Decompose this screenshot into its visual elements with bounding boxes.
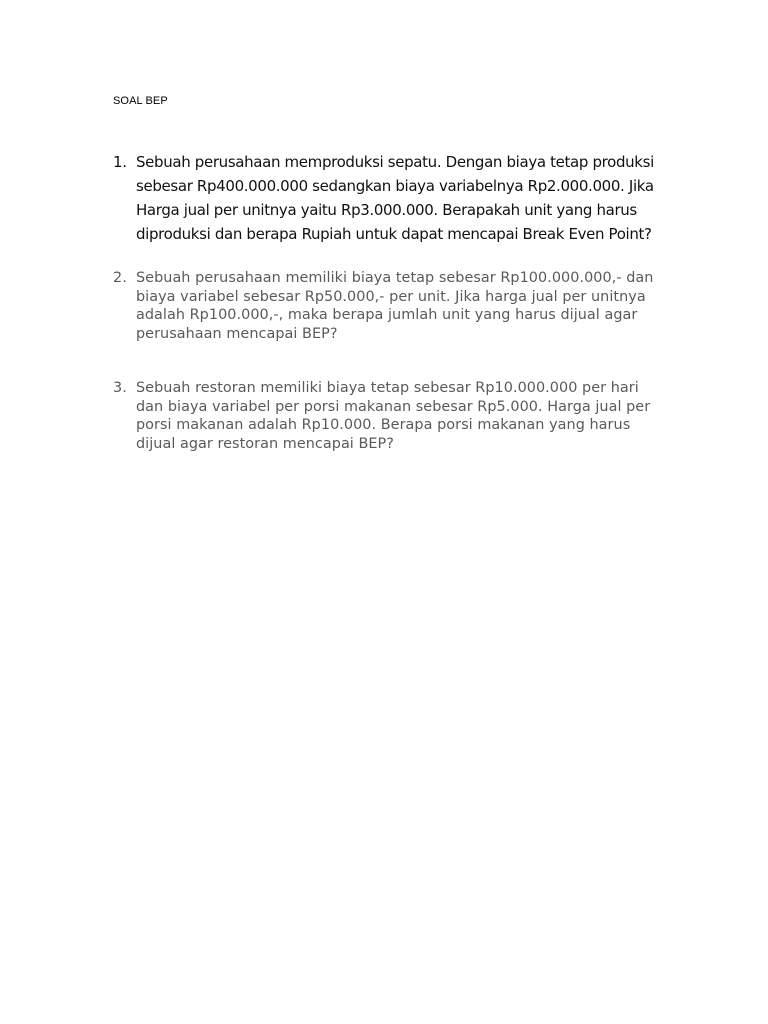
question-line: Sebuah perusahaan memproduksi sepatu. Dengan biaya tetap produksi <box>136 153 654 171</box>
question-line: perusahaan mencapai BEP? <box>136 325 338 342</box>
question-text <box>136 150 656 246</box>
question-line: adalah Rp100.000,-, maka berapa jumlah unit yang harus dijual agar <box>136 307 638 323</box>
question-line: porsi makanan adalah Rp10.000. Berapa porsi makanan yang harus <box>136 417 631 433</box>
question-line: diproduksi dan berapa Rupiah untuk dapat mencapai Break Even Point? <box>136 225 652 243</box>
question-2 <box>113 269 683 343</box>
question-line: dan biaya variabel per porsi makanan sebesar Rp5.000. Harga jual per <box>136 398 651 415</box>
question-number: 2. <box>113 270 127 286</box>
question-3 <box>113 379 683 453</box>
question-1 <box>113 150 673 246</box>
question-line: Sebuah perusahaan memiliki biaya tetap sebesar Rp100.000.000,- dan <box>136 270 654 286</box>
question-text <box>136 379 681 453</box>
question-text <box>136 269 681 343</box>
question-line: Harga jual per unitnya yaitu Rp3.000.000. Berapakah unit yang harus <box>136 201 637 219</box>
question-line: sebesar Rp400.000.000 sedangkan biaya variabelnya Rp2.000.000. Jika <box>136 177 654 195</box>
question-line: dijual agar restoran mencapai BEP? <box>136 435 394 452</box>
question-number: 1. <box>113 153 127 171</box>
question-line: biaya variabel sebesar Rp50.000,- per unit. Jika harga jual per unitnya <box>136 288 646 305</box>
page-title: SOAL BEP <box>113 95 168 107</box>
question-number: 3. <box>113 380 127 396</box>
question-line: Sebuah restoran memiliki biaya tetap sebesar Rp10.000.000 per hari <box>136 380 639 396</box>
